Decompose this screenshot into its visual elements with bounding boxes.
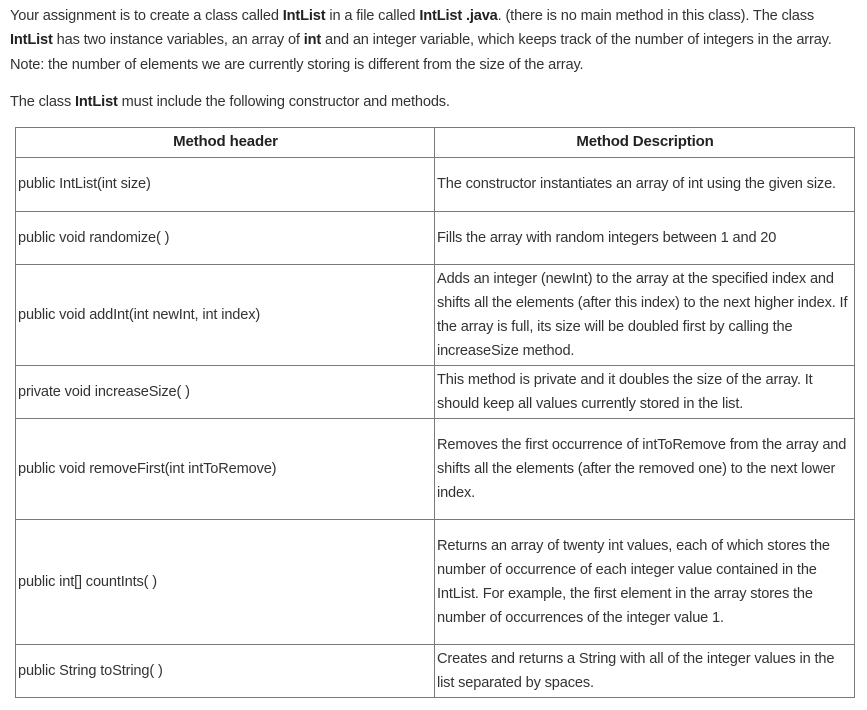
method-description-cell: Removes the first occurrence of intToRemove from the array and shifts all the elements (after the removed one) to the next lower index. — [435, 419, 855, 520]
class-name: IntList — [282, 8, 326, 24]
type-name: int — [303, 32, 322, 49]
method-header-cell: public void randomize( ) — [16, 212, 435, 265]
method-description-cell: Returns an array of twenty int values, each of which stores the number of occurrence of each integer value contained in the IntList. For example, the first element in the array stores the number of occurrences of the integer value 1. — [435, 520, 855, 645]
column-header-method: Method header — [16, 128, 435, 158]
method-description-cell: Creates and returns a String with all of the integer values in the list separated by spaces. — [435, 645, 855, 698]
table-row — [16, 419, 855, 520]
methods-table — [15, 127, 855, 698]
intro-paragraph — [10, 4, 860, 77]
table-row — [16, 265, 855, 366]
method-header-cell: public void removeFirst(int intToRemove) — [16, 419, 435, 520]
method-header-cell: public IntList(int size) — [16, 158, 435, 212]
method-header-cell: public String toString( ) — [16, 645, 435, 698]
requirements-paragraph — [10, 90, 860, 114]
intro-text: must include the following constructor and methods. — [117, 94, 450, 110]
intro-text: and an integer variable, which keeps track of the number of integers in the array. Note: the number of elements we are currently storing is different from the size of the array. — [10, 32, 832, 73]
method-description-cell: Adds an integer (newInt) to the array at the specified index and shifts all the elements (after this index) to the next higher index. If the array is full, its size will be doubled first by calling the increaseSize method. — [435, 265, 855, 366]
table-row — [16, 520, 855, 645]
intro-text: The class — [10, 94, 76, 110]
intro-text: . (there is no main method in this class). The class — [497, 8, 815, 24]
method-description-cell: The constructor instantiates an array of int using the given size. — [435, 158, 855, 212]
method-header-cell: public void addInt(int newInt, int index) — [16, 265, 435, 366]
intro-text: has two instance variables, an array of — [52, 32, 304, 49]
method-description-cell: Fills the array with random integers between 1 and 20 — [435, 212, 855, 265]
intro-text: Your assignment is to create a class called — [10, 8, 283, 24]
table-row — [16, 212, 855, 265]
class-name: IntList — [10, 32, 53, 49]
table-row — [16, 158, 855, 212]
method-header-cell: public int[] countInts( ) — [16, 520, 435, 645]
method-header-cell: private void increaseSize( ) — [16, 366, 435, 419]
table-row — [16, 366, 855, 419]
column-header-description: Method Description — [435, 128, 855, 158]
table-header-row — [16, 128, 855, 158]
intro-text: in a file called — [325, 8, 420, 24]
method-description-cell: This method is private and it doubles the size of the array. It should keep all values currently stored in the list. — [435, 366, 855, 419]
table-row — [16, 645, 855, 698]
file-name: IntList .java — [419, 8, 498, 24]
class-name: IntList — [75, 94, 118, 110]
